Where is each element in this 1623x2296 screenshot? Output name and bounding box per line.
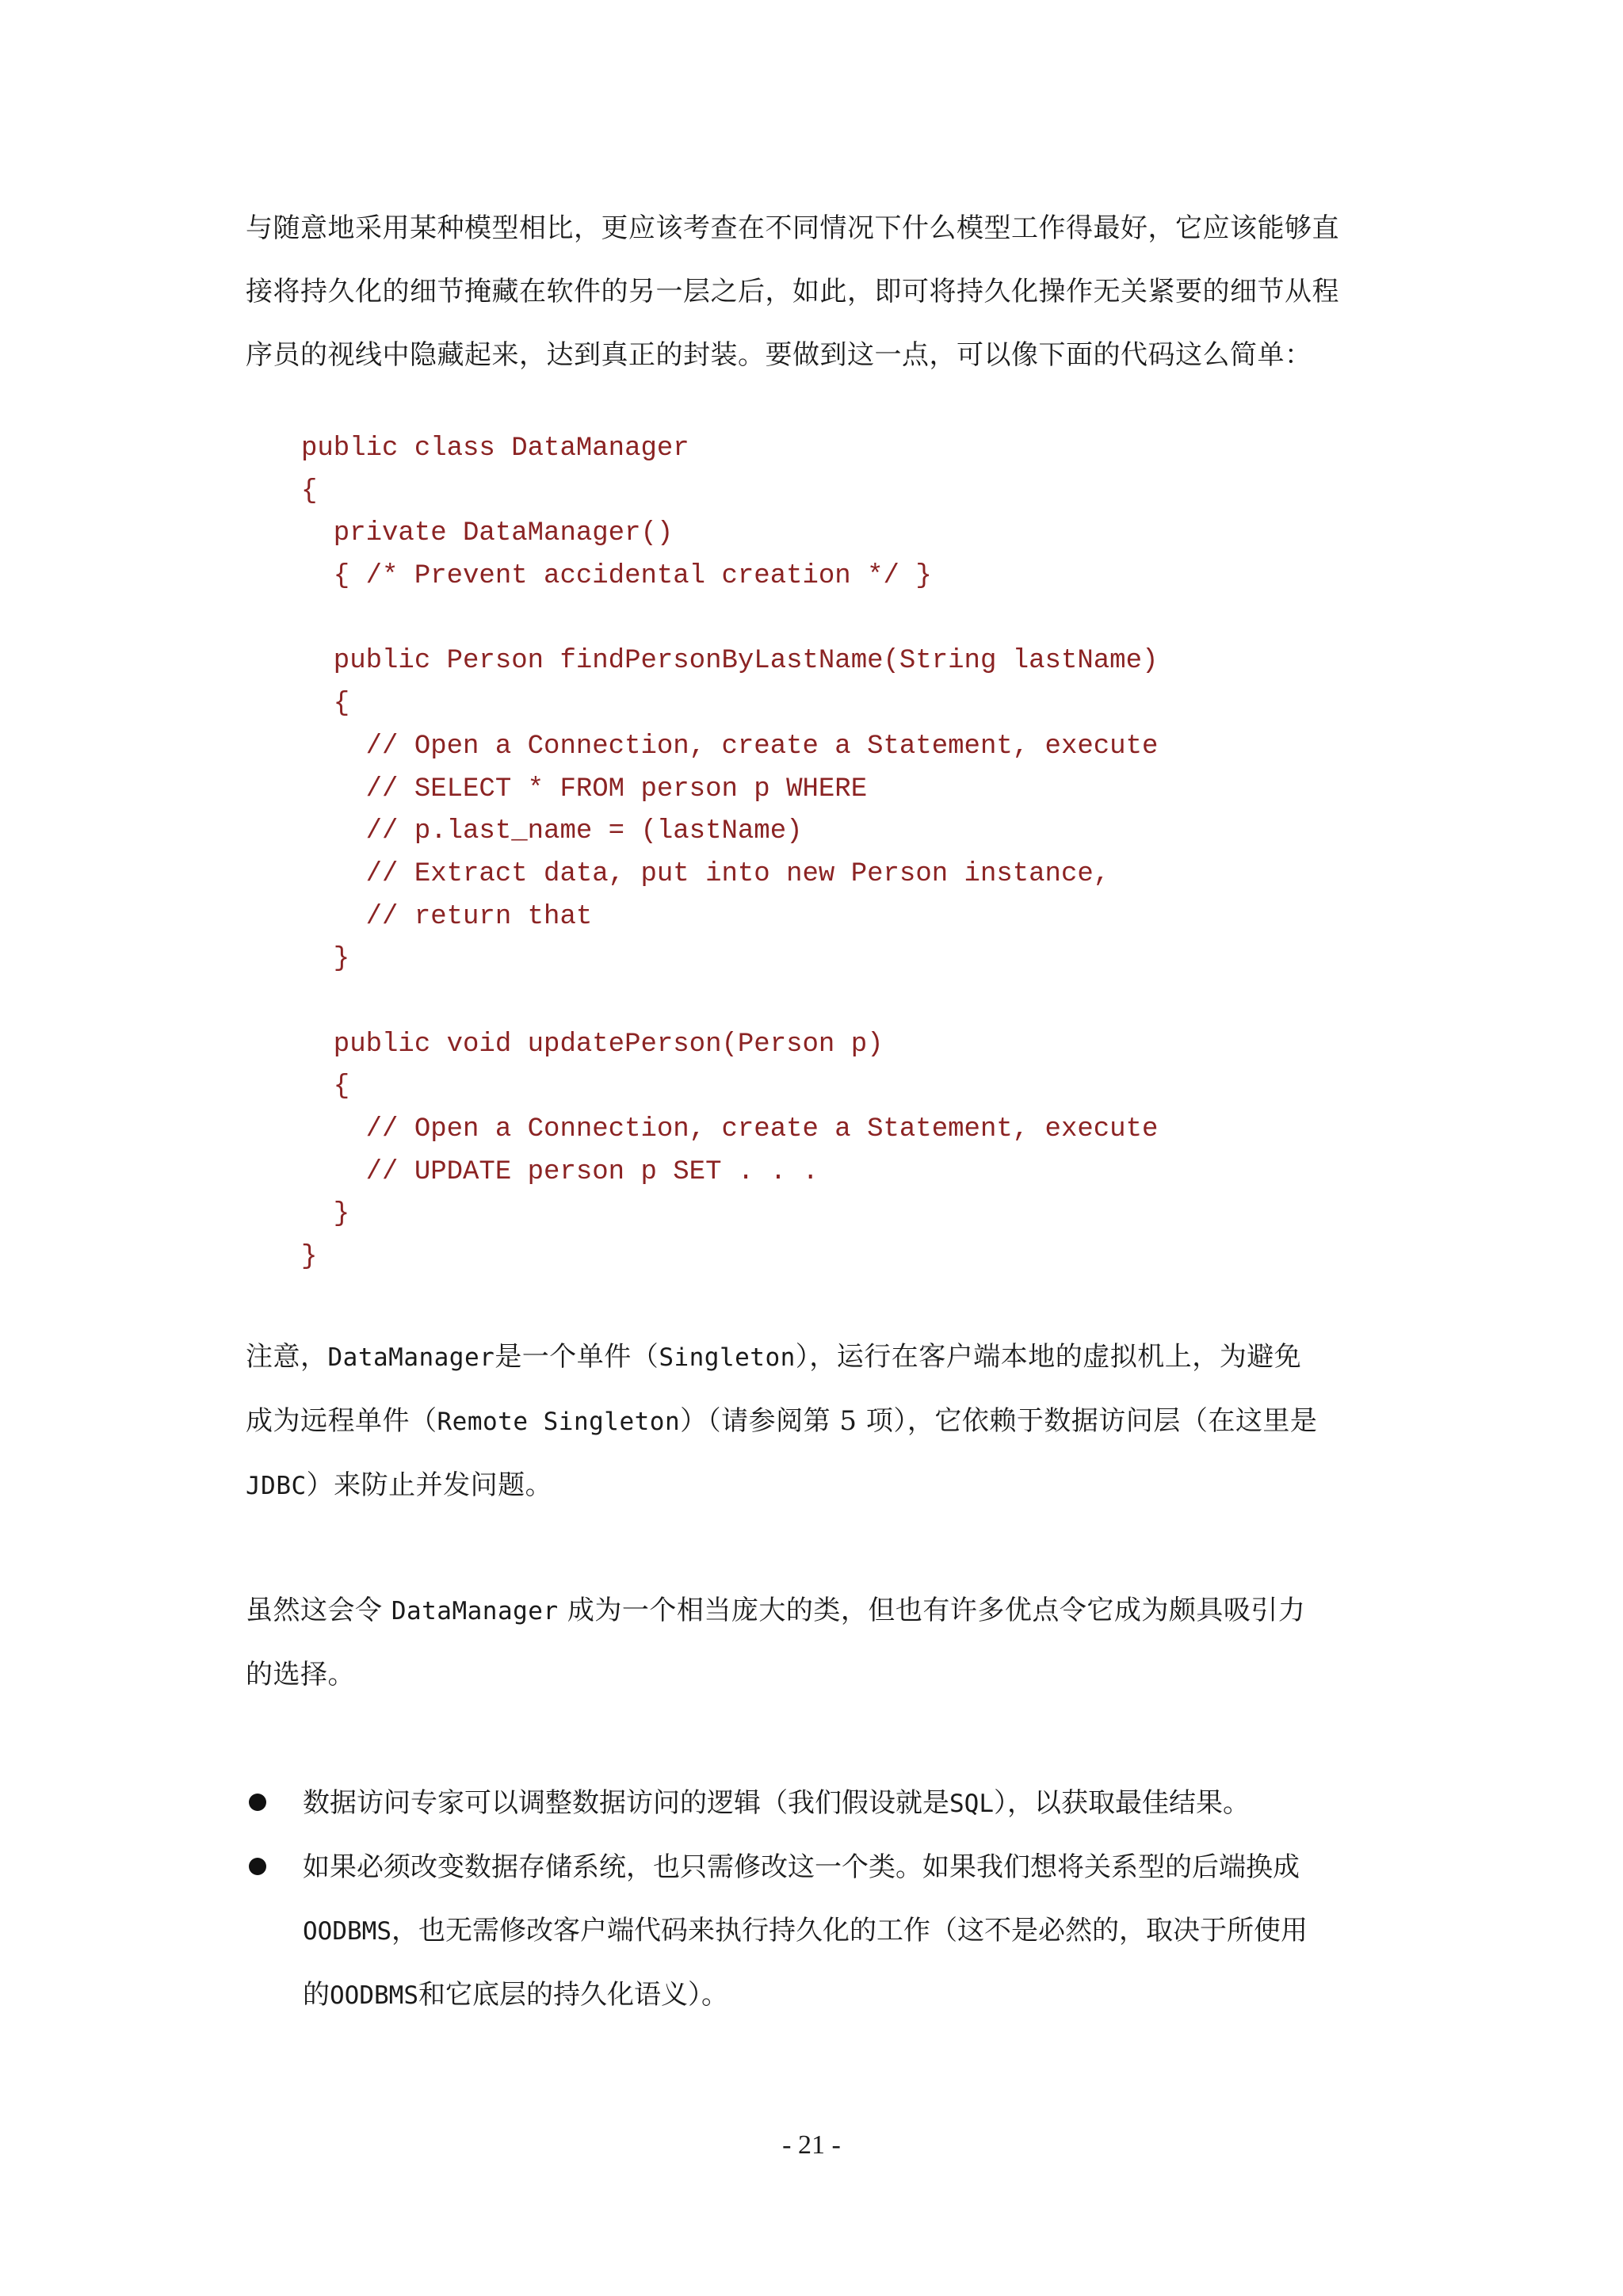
intro-line-1: 与随意地采用某种模型相比，更应该考查在不同情况下什么模型工作得最好，它应该能够直 [246,212,1339,244]
bullet-text: 如果必须改变数据存储系统，也只需修改这一个类。如果我们想将关系型的后端换成 [303,1851,1300,1883]
bullet-line [303,1963,1387,2027]
inline-code: DataManager [391,1597,559,1626]
code-line: { [301,476,318,506]
intro-paragraph [246,197,1387,387]
summary-text: 成为一个相当庞大的类，但也有许多优点令它成为颇具吸引力 [558,1595,1306,1626]
intro-line-3: 序员的视线中隐藏起来，达到真正的封装。要做到这一点，可以像下面的代码这么简单： [246,339,1312,371]
code-line: // return that [301,901,593,932]
note-text: 是一个单件（ [495,1341,659,1373]
code-line: // UPDATE person p SET . . . [301,1156,819,1187]
code-line: // Open a Connection, create a Statement, execute [301,731,1159,762]
code-line: // p.last_name = (lastName) [301,816,803,847]
summary-line-1 [246,1579,1387,1643]
code-line: { /* Prevent accidental creation */ } [301,561,932,592]
inline-code: Remote Singleton [437,1408,681,1436]
summary-paragraph [246,1579,1387,1706]
note-text: ）（请参阅第 5 项），它依赖于数据访问层（在这里是 [680,1405,1318,1437]
code-line: public class DataManager [301,434,689,464]
code-line: public void updatePerson(Person p) [301,1029,884,1060]
code-line [301,981,1158,1024]
code-line: { [301,689,350,720]
list-item [246,1836,1387,2027]
bullet-text: ），以获取最佳结果。 [994,1787,1250,1819]
note-paragraph [246,1325,1387,1518]
code-line: } [301,1242,318,1273]
inline-code: OODBMS [330,1981,418,2010]
note-text: 成为远程单件（ [246,1405,437,1437]
bullet-line [303,1836,1387,1899]
note-text: ），运行在客户端本地的虚拟机上，为避免 [795,1341,1302,1373]
code-line: private DataManager() [301,518,674,549]
bullet-icon [249,1794,266,1811]
bullet-text: ，也无需修改客户端代码来执行持久化的工作（这不是必然的，取决于所使用 [391,1915,1308,1946]
bullet-icon [249,1858,266,1875]
code-line: // Open a Connection, create a Statement, execute [301,1114,1159,1144]
note-line-3 [246,1454,1387,1518]
bullet-line [303,1899,1387,1963]
bullet-text: 的 [303,1979,330,2011]
code-line: // Extract data, put into new Person instance, [301,858,1110,889]
bullet-text: 数据访问专家可以调整数据访问的逻辑（我们假设就是 [303,1787,949,1819]
code-line: } [301,1199,350,1230]
summary-text: 虽然这会令 [246,1595,391,1626]
advantages-list [246,1771,1387,2027]
code-line [301,598,1158,641]
note-line-2 [246,1389,1387,1454]
bullet-line [303,1771,1387,1836]
inline-code: Singleton [659,1343,796,1372]
inline-code: OODBMS [303,1917,391,1946]
bullet-text: 和它底层的持久化语义）。 [418,1979,728,2011]
intro-line-2: 接将持久化的细节掩藏在软件的另一层之后，如此，即可将持久化操作无关紧要的细节从程 [246,276,1339,308]
note-line-1 [246,1325,1387,1389]
inline-code: JDBC [246,1472,307,1500]
summary-line-2: 的选择。 [246,1659,355,1690]
code-line: public Person findPersonByLastName(String lastName) [301,646,1159,677]
code-listing [301,428,1158,1279]
list-item [246,1771,1387,1836]
note-text: ）来防止并发问题。 [306,1469,553,1501]
inline-code: SQL [949,1790,994,1818]
code-line: // SELECT * FROM person p WHERE [301,774,868,804]
code-line: } [301,944,350,975]
code-line: { [301,1072,350,1102]
inline-code: DataManager [327,1343,495,1372]
page-number: - 21 - [782,2130,841,2160]
note-text: 注意， [246,1341,328,1373]
